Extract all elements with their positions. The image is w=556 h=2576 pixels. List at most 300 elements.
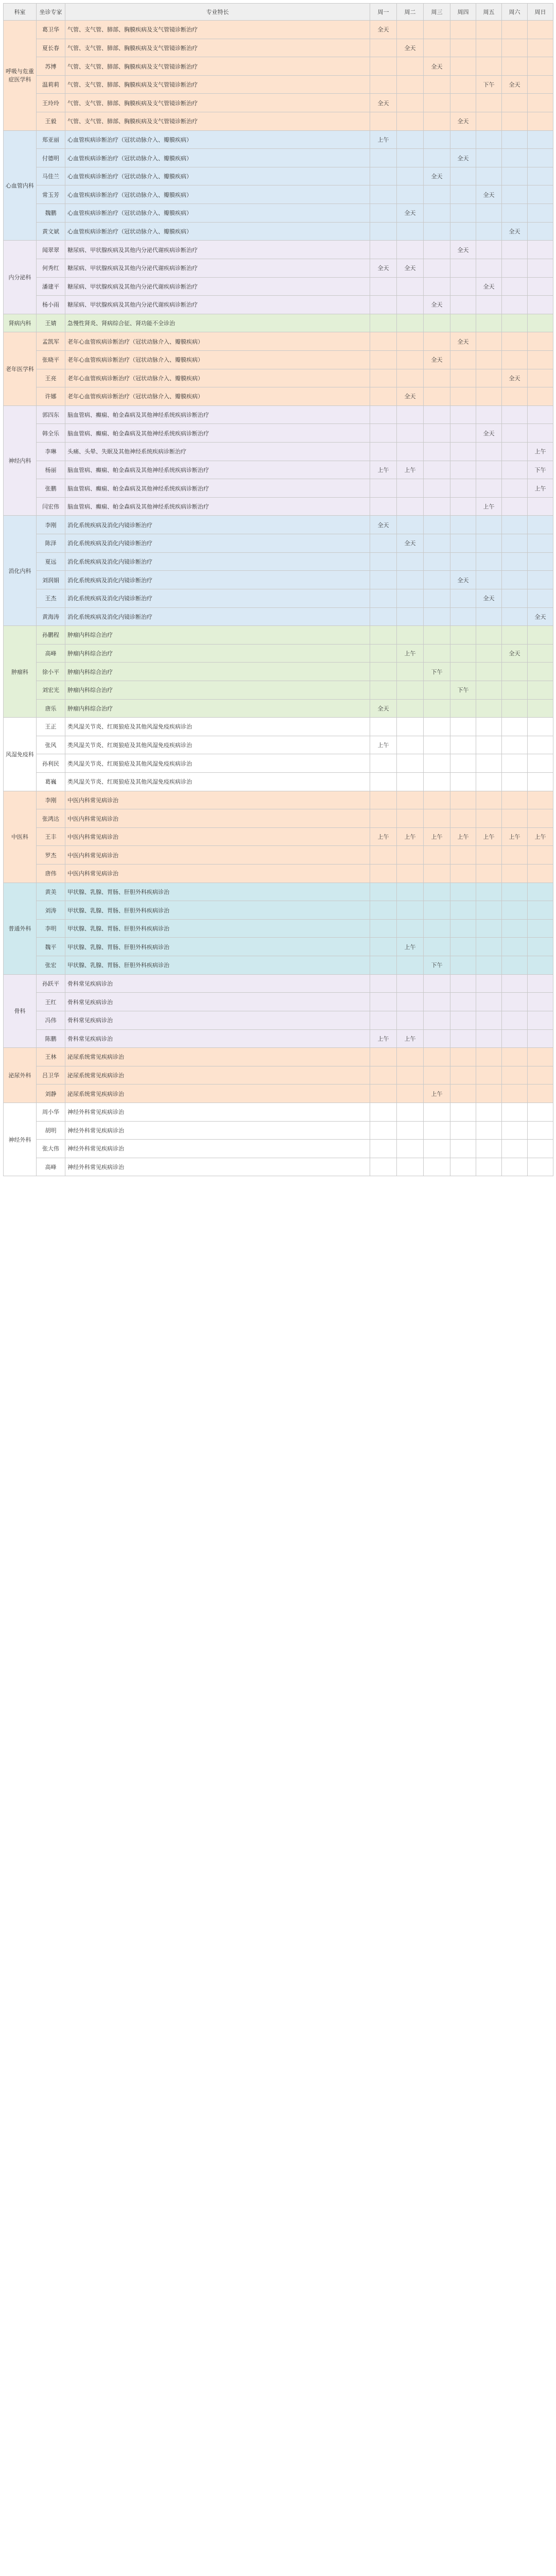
schedule-cell-mon	[370, 809, 397, 828]
schedule-cell-sat	[502, 497, 528, 516]
doctor-name: 唐伟	[37, 865, 65, 883]
schedule-cell-wed	[424, 644, 450, 663]
schedule-cell-thu	[450, 57, 476, 76]
department-name: 心血管内科	[4, 130, 37, 241]
doctor-name: 黄美	[37, 883, 65, 901]
specialty-text: 骨科常见疾病诊治	[65, 1011, 370, 1029]
schedule-cell-tue	[397, 516, 424, 534]
schedule-cell-tue	[397, 369, 424, 387]
table-row	[4, 626, 553, 645]
schedule-cell-fri: 全天	[476, 589, 502, 607]
doctor-name: 潘建平	[37, 277, 65, 296]
specialty-text: 中医内科常见病诊治	[65, 865, 370, 883]
header-day-fri: 周五	[476, 4, 502, 21]
schedule-cell-thu	[450, 809, 476, 828]
header-specialty: 专业特长	[65, 4, 370, 21]
schedule-cell-mon	[370, 974, 397, 993]
schedule-cell-mon	[370, 1140, 397, 1158]
table-row	[4, 571, 553, 589]
schedule-cell-thu	[450, 772, 476, 791]
schedule-cell-wed	[424, 479, 450, 498]
specialty-text: 消化系统疾病及消化内镜诊断治疗	[65, 589, 370, 607]
schedule-cell-tue	[397, 1048, 424, 1066]
schedule-cell-sun: 上午	[528, 443, 553, 461]
schedule-cell-sun	[528, 1048, 553, 1066]
schedule-cell-tue: 上午	[397, 827, 424, 846]
schedule-cell-tue	[397, 736, 424, 754]
table-row	[4, 185, 553, 204]
schedule-cell-wed	[424, 736, 450, 754]
schedule-cell-tue	[397, 241, 424, 259]
schedule-cell-thu	[450, 167, 476, 185]
schedule-cell-sat: 全天	[502, 369, 528, 387]
schedule-cell-fri	[476, 479, 502, 498]
schedule-cell-thu	[450, 607, 476, 626]
specialty-text: 骨科常见疾病诊治	[65, 1029, 370, 1048]
doctor-name: 刘静	[37, 1084, 65, 1103]
table-row	[4, 259, 553, 277]
schedule-cell-wed	[424, 1158, 450, 1176]
doctor-name: 魏鹏	[37, 204, 65, 223]
specialty-text: 脑血管病、癫痫、帕金森病及其他神经系统疾病诊断治疗	[65, 479, 370, 498]
schedule-cell-fri	[476, 149, 502, 167]
doctor-name: 孟凯军	[37, 332, 65, 351]
schedule-cell-thu	[450, 791, 476, 809]
specialty-text: 心血管疾病诊断治疗（冠状动脉介入、瓣膜疾病）	[65, 167, 370, 185]
schedule-cell-fri	[476, 387, 502, 406]
table-row	[4, 883, 553, 901]
schedule-cell-sun	[528, 1140, 553, 1158]
schedule-cell-thu	[450, 534, 476, 553]
schedule-cell-thu	[450, 277, 476, 296]
schedule-cell-wed	[424, 185, 450, 204]
schedule-cell-sun	[528, 21, 553, 39]
schedule-cell-tue: 全天	[397, 259, 424, 277]
schedule-cell-mon	[370, 39, 397, 57]
schedule-cell-sun	[528, 314, 553, 332]
schedule-cell-mon: 上午	[370, 736, 397, 754]
schedule-cell-fri	[476, 21, 502, 39]
schedule-cell-sat: 全天	[502, 75, 528, 94]
schedule-cell-sat	[502, 1084, 528, 1103]
doctor-name: 许娜	[37, 387, 65, 406]
department-name: 内分泌科	[4, 241, 37, 314]
schedule-cell-wed	[424, 993, 450, 1011]
specialty-text: 甲状腺、乳腺、胃肠、肝胆外科疾病诊治	[65, 919, 370, 938]
schedule-cell-fri	[476, 993, 502, 1011]
department-name: 呼吸与危重症医学科	[4, 21, 37, 131]
schedule-cell-tue	[397, 1121, 424, 1140]
schedule-cell-sun	[528, 112, 553, 131]
schedule-cell-sun	[528, 369, 553, 387]
schedule-cell-wed	[424, 901, 450, 920]
schedule-cell-sun	[528, 552, 553, 571]
schedule-cell-sat	[502, 57, 528, 76]
specialty-text: 甲状腺、乳腺、胃肠、肝胆外科疾病诊治	[65, 956, 370, 975]
schedule-cell-sat	[502, 571, 528, 589]
department-name: 神经内科	[4, 405, 37, 516]
schedule-cell-sun	[528, 332, 553, 351]
schedule-cell-sun: 上午	[528, 479, 553, 498]
schedule-cell-sun	[528, 865, 553, 883]
doctor-name: 付德明	[37, 149, 65, 167]
schedule-cell-thu	[450, 754, 476, 773]
schedule-cell-sat	[502, 663, 528, 681]
schedule-cell-thu: 上午	[450, 827, 476, 846]
doctor-name: 王红	[37, 993, 65, 1011]
specialty-text: 消化系统疾病及消化内镜诊断治疗	[65, 552, 370, 571]
department-name: 肿瘤科	[4, 626, 37, 718]
schedule-cell-mon	[370, 956, 397, 975]
schedule-cell-sat	[502, 754, 528, 773]
specialty-text: 糖尿病、甲状腺疾病及其他内分泌代谢疾病诊断治疗	[65, 277, 370, 296]
schedule-cell-wed	[424, 1140, 450, 1158]
doctor-name: 刘宏光	[37, 681, 65, 699]
table-row	[4, 1084, 553, 1103]
schedule-cell-sat	[502, 387, 528, 406]
schedule-cell-mon	[370, 846, 397, 865]
schedule-cell-thu	[450, 259, 476, 277]
doctor-name: 孙鹏程	[37, 626, 65, 645]
schedule-cell-wed	[424, 772, 450, 791]
schedule-cell-mon: 全天	[370, 94, 397, 112]
schedule-cell-mon	[370, 241, 397, 259]
schedule-cell-fri	[476, 204, 502, 223]
schedule-cell-mon	[370, 112, 397, 131]
schedule-cell-sat: 全天	[502, 644, 528, 663]
schedule-cell-sat	[502, 626, 528, 645]
schedule-cell-tue	[397, 1084, 424, 1103]
schedule-cell-sat	[502, 1029, 528, 1048]
table-row	[4, 956, 553, 975]
schedule-cell-fri	[476, 736, 502, 754]
specialty-text: 骨科常见疾病诊治	[65, 974, 370, 993]
schedule-cell-sun	[528, 589, 553, 607]
schedule-cell-mon	[370, 222, 397, 241]
schedule-cell-thu	[450, 846, 476, 865]
specialty-text: 类风湿关节炎、红斑狼疮及其他风湿免疫疾病诊治	[65, 718, 370, 736]
schedule-cell-sun	[528, 167, 553, 185]
specialty-text: 心血管疾病诊断治疗（冠状动脉介入、瓣膜疾病）	[65, 149, 370, 167]
table-row	[4, 865, 553, 883]
doctor-name: 徐小平	[37, 663, 65, 681]
schedule-cell-fri	[476, 956, 502, 975]
table-row	[4, 534, 553, 553]
schedule-cell-mon	[370, 350, 397, 369]
schedule-cell-tue	[397, 314, 424, 332]
doctor-name: 高峰	[37, 644, 65, 663]
doctor-name: 孙跃平	[37, 974, 65, 993]
schedule-cell-tue	[397, 956, 424, 975]
department-name: 普通外科	[4, 883, 37, 974]
schedule-cell-tue	[397, 993, 424, 1011]
schedule-cell-fri	[476, 112, 502, 131]
schedule-cell-wed	[424, 589, 450, 607]
schedule-cell-thu	[450, 185, 476, 204]
table-row	[4, 497, 553, 516]
table-row	[4, 149, 553, 167]
schedule-cell-thu	[450, 387, 476, 406]
schedule-cell-tue	[397, 185, 424, 204]
table-row	[4, 846, 553, 865]
schedule-cell-wed	[424, 497, 450, 516]
department-name: 泌尿外科	[4, 1048, 37, 1103]
schedule-cell-fri	[476, 241, 502, 259]
schedule-cell-sat	[502, 1140, 528, 1158]
schedule-cell-fri: 全天	[476, 277, 502, 296]
schedule-cell-thu	[450, 1048, 476, 1066]
schedule-cell-thu	[450, 516, 476, 534]
table-row	[4, 974, 553, 993]
schedule-cell-mon	[370, 883, 397, 901]
schedule-cell-sat	[502, 681, 528, 699]
schedule-cell-thu	[450, 883, 476, 901]
doctor-name: 何秀红	[37, 259, 65, 277]
table-row	[4, 204, 553, 223]
schedule-cell-sun	[528, 938, 553, 956]
table-row	[4, 314, 553, 332]
schedule-cell-fri: 上午	[476, 497, 502, 516]
schedule-cell-mon	[370, 296, 397, 314]
schedule-cell-mon	[370, 644, 397, 663]
schedule-cell-sat	[502, 1121, 528, 1140]
specialty-text: 急慢性肾炎、肾病综合征、肾功能不全诊治	[65, 314, 370, 332]
header-doctor: 坐诊专家	[37, 4, 65, 21]
specialty-text: 神经外科常见疾病诊治	[65, 1140, 370, 1158]
schedule-cell-fri	[476, 1029, 502, 1048]
schedule-cell-fri	[476, 772, 502, 791]
table-row	[4, 405, 553, 424]
schedule-cell-fri	[476, 846, 502, 865]
schedule-cell-sun	[528, 222, 553, 241]
schedule-cell-thu	[450, 552, 476, 571]
schedule-cell-tue: 全天	[397, 39, 424, 57]
schedule-cell-thu	[450, 1121, 476, 1140]
doctor-name: 罗杰	[37, 846, 65, 865]
schedule-cell-tue	[397, 497, 424, 516]
schedule-cell-fri: 上午	[476, 827, 502, 846]
specialty-text: 脑血管病、癫痫、帕金森病及其他神经系统疾病诊断治疗	[65, 461, 370, 479]
schedule-cell-sun	[528, 534, 553, 553]
schedule-cell-sat	[502, 589, 528, 607]
schedule-cell-sun	[528, 1011, 553, 1029]
schedule-cell-fri	[476, 332, 502, 351]
schedule-cell-tue	[397, 589, 424, 607]
schedule-cell-wed: 上午	[424, 1084, 450, 1103]
schedule-cell-sun	[528, 185, 553, 204]
schedule-cell-mon	[370, 571, 397, 589]
doctor-name: 闫宏伟	[37, 497, 65, 516]
doctor-name: 张鸿达	[37, 809, 65, 828]
schedule-cell-tue	[397, 350, 424, 369]
schedule-cell-mon: 全天	[370, 21, 397, 39]
doctor-name: 王丰	[37, 827, 65, 846]
table-row	[4, 350, 553, 369]
doctor-name: 李明	[37, 919, 65, 938]
schedule-cell-thu	[450, 993, 476, 1011]
doctor-name: 魏平	[37, 938, 65, 956]
schedule-cell-wed	[424, 277, 450, 296]
department-name: 肾病内科	[4, 314, 37, 332]
specialty-text: 头痛、头晕、失眠及其他神经系统疾病诊断治疗	[65, 443, 370, 461]
schedule-cell-mon	[370, 1084, 397, 1103]
schedule-cell-fri	[476, 1011, 502, 1029]
schedule-cell-fri	[476, 1084, 502, 1103]
schedule-cell-tue	[397, 1103, 424, 1121]
schedule-cell-mon	[370, 919, 397, 938]
schedule-cell-thu	[450, 443, 476, 461]
schedule-cell-fri	[476, 1048, 502, 1066]
schedule-cell-tue	[397, 443, 424, 461]
schedule-cell-wed	[424, 534, 450, 553]
schedule-cell-mon	[370, 534, 397, 553]
schedule-cell-mon: 上午	[370, 130, 397, 149]
schedule-cell-thu	[450, 589, 476, 607]
schedule-cell-tue	[397, 405, 424, 424]
schedule-cell-sun	[528, 681, 553, 699]
table-row	[4, 57, 553, 76]
specialty-text: 肿瘤内科综合治疗	[65, 644, 370, 663]
doctor-schedule-table	[3, 3, 553, 1176]
schedule-cell-tue	[397, 754, 424, 773]
schedule-cell-sat	[502, 516, 528, 534]
table-row	[4, 589, 553, 607]
schedule-cell-fri	[476, 699, 502, 718]
schedule-cell-thu	[450, 39, 476, 57]
schedule-cell-mon	[370, 938, 397, 956]
table-row	[4, 938, 553, 956]
specialty-text: 泌尿系统常见疾病诊治	[65, 1048, 370, 1066]
table-row	[4, 663, 553, 681]
schedule-cell-wed	[424, 718, 450, 736]
schedule-cell-mon	[370, 424, 397, 443]
schedule-cell-sat	[502, 350, 528, 369]
doctor-name: 葛巍	[37, 772, 65, 791]
doctor-name: 王玲玲	[37, 94, 65, 112]
schedule-cell-tue: 上午	[397, 938, 424, 956]
schedule-cell-fri	[476, 94, 502, 112]
schedule-cell-fri	[476, 405, 502, 424]
schedule-cell-thu	[450, 901, 476, 920]
schedule-cell-wed	[424, 1121, 450, 1140]
schedule-cell-thu	[450, 718, 476, 736]
schedule-cell-sun	[528, 772, 553, 791]
schedule-cell-thu	[450, 405, 476, 424]
schedule-cell-sun	[528, 1121, 553, 1140]
schedule-cell-wed	[424, 424, 450, 443]
specialty-text: 消化系统疾病及消化内镜诊断治疗	[65, 516, 370, 534]
department-name: 神经外科	[4, 1103, 37, 1176]
schedule-cell-thu	[450, 644, 476, 663]
schedule-cell-fri	[476, 350, 502, 369]
schedule-body	[4, 21, 553, 1176]
schedule-cell-tue	[397, 424, 424, 443]
header-department: 科室	[4, 4, 37, 21]
specialty-text: 消化系统疾病及消化内镜诊断治疗	[65, 607, 370, 626]
specialty-text: 心血管疾病诊断治疗（冠状动脉介入、瓣膜疾病）	[65, 204, 370, 223]
table-row	[4, 791, 553, 809]
specialty-text: 类风湿关节炎、红斑狼疮及其他风湿免疫疾病诊治	[65, 772, 370, 791]
specialty-text: 糖尿病、甲状腺疾病及其他内分泌代谢疾病诊断治疗	[65, 259, 370, 277]
specialty-text: 脑血管病、癫痫、帕金森病及其他神经系统疾病诊断治疗	[65, 424, 370, 443]
schedule-cell-sat	[502, 846, 528, 865]
schedule-cell-mon	[370, 772, 397, 791]
doctor-name: 陈泽	[37, 534, 65, 553]
schedule-cell-sat	[502, 736, 528, 754]
schedule-cell-mon	[370, 149, 397, 167]
schedule-cell-tue	[397, 865, 424, 883]
schedule-cell-tue	[397, 846, 424, 865]
doctor-name: 李刚	[37, 516, 65, 534]
table-row	[4, 461, 553, 479]
schedule-cell-mon	[370, 387, 397, 406]
department-name: 消化内科	[4, 516, 37, 626]
specialty-text: 消化系统疾病及消化内镜诊断治疗	[65, 571, 370, 589]
schedule-cell-tue: 全天	[397, 387, 424, 406]
schedule-cell-fri	[476, 39, 502, 57]
schedule-cell-thu	[450, 204, 476, 223]
specialty-text: 老年心血管疾病诊断治疗（冠状动脉介入、瓣膜疾病）	[65, 369, 370, 387]
schedule-cell-fri	[476, 644, 502, 663]
header-day-sat: 周六	[502, 4, 528, 21]
schedule-cell-sun	[528, 1103, 553, 1121]
specialty-text: 甲状腺、乳腺、胃肠、肝胆外科疾病诊治	[65, 938, 370, 956]
schedule-cell-fri	[476, 754, 502, 773]
header-day-mon: 周一	[370, 4, 397, 21]
schedule-cell-mon: 上午	[370, 1029, 397, 1048]
table-row	[4, 1048, 553, 1066]
schedule-cell-mon	[370, 479, 397, 498]
schedule-cell-wed	[424, 974, 450, 993]
specialty-text: 类风湿关节炎、红斑狼疮及其他风湿免疫疾病诊治	[65, 736, 370, 754]
table-row	[4, 552, 553, 571]
schedule-cell-fri	[476, 1140, 502, 1158]
schedule-cell-wed: 全天	[424, 167, 450, 185]
table-row	[4, 736, 553, 754]
doctor-name: 张大伟	[37, 1140, 65, 1158]
table-row	[4, 424, 553, 443]
schedule-cell-sat	[502, 1103, 528, 1121]
schedule-cell-sun	[528, 1084, 553, 1103]
schedule-cell-sun	[528, 259, 553, 277]
schedule-cell-wed: 下午	[424, 956, 450, 975]
specialty-text: 肿瘤内科综合治疗	[65, 663, 370, 681]
table-row	[4, 1029, 553, 1048]
doctor-name: 王杰	[37, 589, 65, 607]
table-row	[4, 130, 553, 149]
schedule-cell-wed	[424, 1011, 450, 1029]
schedule-cell-tue	[397, 791, 424, 809]
schedule-cell-sun	[528, 718, 553, 736]
schedule-cell-tue	[397, 552, 424, 571]
table-row	[4, 718, 553, 736]
schedule-cell-thu: 全天	[450, 332, 476, 351]
doctor-name: 张宏	[37, 956, 65, 975]
schedule-cell-mon	[370, 405, 397, 424]
schedule-cell-mon: 全天	[370, 516, 397, 534]
schedule-cell-sun	[528, 993, 553, 1011]
schedule-cell-sun	[528, 75, 553, 94]
schedule-cell-sat	[502, 809, 528, 828]
schedule-cell-thu	[450, 1084, 476, 1103]
schedule-cell-wed	[424, 626, 450, 645]
schedule-cell-thu	[450, 350, 476, 369]
schedule-cell-sun	[528, 644, 553, 663]
specialty-text: 消化系统疾病及消化内镜诊断治疗	[65, 534, 370, 553]
doctor-name: 陈鹏	[37, 1029, 65, 1048]
specialty-text: 心血管疾病诊断治疗（冠状动脉介入、瓣膜疾病）	[65, 185, 370, 204]
doctor-name: 冯伟	[37, 1011, 65, 1029]
